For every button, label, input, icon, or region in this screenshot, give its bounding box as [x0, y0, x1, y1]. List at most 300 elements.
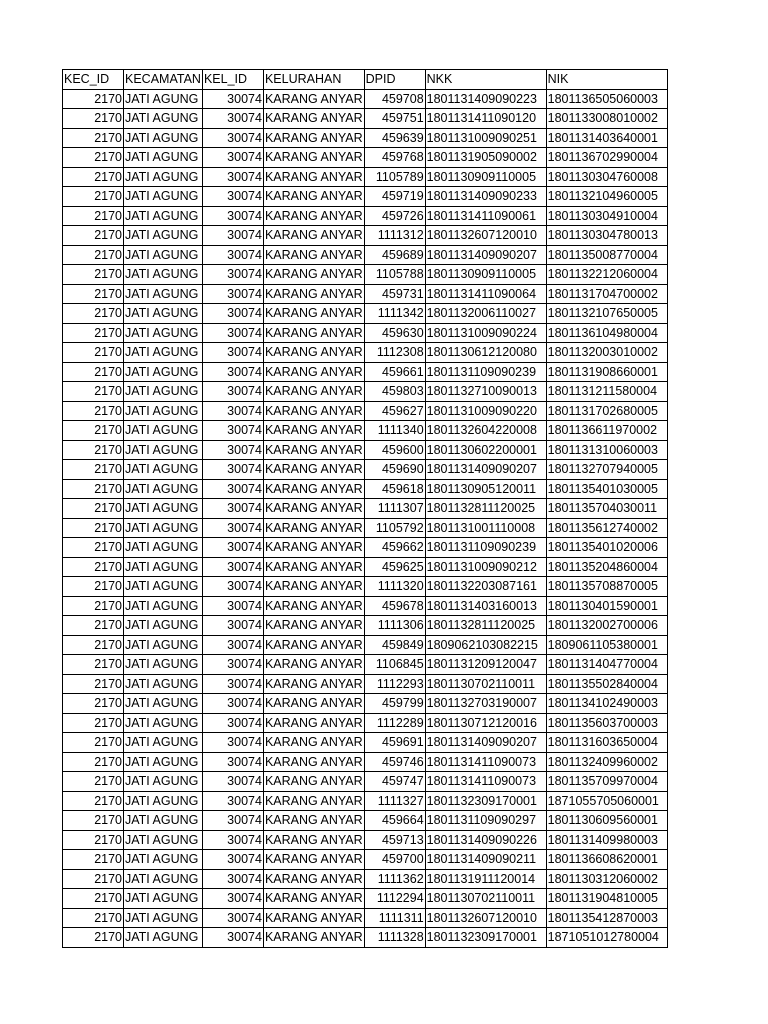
- cell-nkk: 1801131409090226: [425, 830, 546, 850]
- cell-nik: 1801131702680005: [546, 401, 667, 421]
- cell-nik: 1801131603650004: [546, 733, 667, 753]
- cell-nik: 1801132002700006: [546, 616, 667, 636]
- cell-nkk: 1801131009090251: [425, 128, 546, 148]
- header-kec-id: KEC_ID: [63, 70, 124, 90]
- table-body: [63, 89, 668, 947]
- cell-nik: 1801130609560001: [546, 811, 667, 831]
- cell-nik: 1801131211580004: [546, 382, 667, 402]
- cell-kelurahan: KARANG ANYAR: [263, 635, 364, 655]
- cell-kelurahan: KARANG ANYAR: [263, 109, 364, 129]
- cell-nkk: 1801131411090120: [425, 109, 546, 129]
- cell-kecamatan: JATI AGUNG: [124, 401, 203, 421]
- cell-kecamatan: JATI AGUNG: [124, 284, 203, 304]
- cell-nik: 1801131310060003: [546, 440, 667, 460]
- cell-dpid: 459849: [364, 635, 425, 655]
- cell-kecamatan: JATI AGUNG: [124, 674, 203, 694]
- cell-kelurahan: KARANG ANYAR: [263, 713, 364, 733]
- cell-dpid: 459691: [364, 733, 425, 753]
- cell-dpid: 459689: [364, 245, 425, 265]
- cell-kel-id: 30074: [202, 167, 263, 187]
- cell-nkk: 1801130602200001: [425, 440, 546, 460]
- cell-kec-id: 2170: [63, 811, 124, 831]
- cell-nik: 1801135502840004: [546, 674, 667, 694]
- cell-kel-id: 30074: [202, 245, 263, 265]
- cell-kecamatan: JATI AGUNG: [124, 889, 203, 909]
- table-row: [63, 869, 668, 889]
- cell-kec-id: 2170: [63, 109, 124, 129]
- cell-dpid: 459664: [364, 811, 425, 831]
- cell-nkk: 1801131001110008: [425, 518, 546, 538]
- cell-kecamatan: JATI AGUNG: [124, 928, 203, 948]
- cell-dpid: 459799: [364, 694, 425, 714]
- cell-dpid: 459746: [364, 752, 425, 772]
- cell-kec-id: 2170: [63, 928, 124, 948]
- cell-nik: 1801130304760008: [546, 167, 667, 187]
- cell-kec-id: 2170: [63, 674, 124, 694]
- cell-kec-id: 2170: [63, 733, 124, 753]
- cell-kel-id: 30074: [202, 869, 263, 889]
- cell-kel-id: 30074: [202, 323, 263, 343]
- cell-kecamatan: JATI AGUNG: [124, 323, 203, 343]
- cell-kec-id: 2170: [63, 791, 124, 811]
- cell-nik: 1801135401020006: [546, 538, 667, 558]
- cell-kec-id: 2170: [63, 401, 124, 421]
- cell-nik: 1801135401030005: [546, 479, 667, 499]
- cell-kec-id: 2170: [63, 148, 124, 168]
- cell-dpid: 459719: [364, 187, 425, 207]
- table-row: [63, 811, 668, 831]
- cell-nik: 1801130304910004: [546, 206, 667, 226]
- cell-kecamatan: JATI AGUNG: [124, 869, 203, 889]
- cell-nik: 1871051012780004: [546, 928, 667, 948]
- cell-nik: 1801131404770004: [546, 655, 667, 675]
- cell-kel-id: 30074: [202, 226, 263, 246]
- cell-kecamatan: JATI AGUNG: [124, 518, 203, 538]
- cell-nik: 1801131403640001: [546, 128, 667, 148]
- cell-kecamatan: JATI AGUNG: [124, 616, 203, 636]
- cell-nkk: 1801131411090061: [425, 206, 546, 226]
- cell-kel-id: 30074: [202, 655, 263, 675]
- cell-nik: 1801135008770004: [546, 245, 667, 265]
- cell-nkk: 1801131409090207: [425, 733, 546, 753]
- cell-kel-id: 30074: [202, 713, 263, 733]
- cell-kec-id: 2170: [63, 440, 124, 460]
- cell-dpid: 459661: [364, 362, 425, 382]
- cell-kec-id: 2170: [63, 557, 124, 577]
- cell-nkk: 1801132309170001: [425, 928, 546, 948]
- cell-kel-id: 30074: [202, 284, 263, 304]
- cell-kecamatan: JATI AGUNG: [124, 167, 203, 187]
- cell-dpid: 459678: [364, 596, 425, 616]
- table-row: [63, 226, 668, 246]
- table-row: [63, 421, 668, 441]
- cell-kec-id: 2170: [63, 362, 124, 382]
- cell-dpid: 1111328: [364, 928, 425, 948]
- cell-kec-id: 2170: [63, 772, 124, 792]
- cell-kel-id: 30074: [202, 616, 263, 636]
- table-row: [63, 518, 668, 538]
- cell-kecamatan: JATI AGUNG: [124, 343, 203, 363]
- cell-nkk: 1801131905090002: [425, 148, 546, 168]
- cell-kecamatan: JATI AGUNG: [124, 752, 203, 772]
- cell-nkk: 1801131109090239: [425, 362, 546, 382]
- cell-kelurahan: KARANG ANYAR: [263, 343, 364, 363]
- cell-kel-id: 30074: [202, 596, 263, 616]
- cell-kel-id: 30074: [202, 538, 263, 558]
- cell-kecamatan: JATI AGUNG: [124, 791, 203, 811]
- cell-kec-id: 2170: [63, 343, 124, 363]
- cell-dpid: 459803: [364, 382, 425, 402]
- cell-kecamatan: JATI AGUNG: [124, 499, 203, 519]
- table-row: [63, 694, 668, 714]
- cell-kecamatan: JATI AGUNG: [124, 811, 203, 831]
- cell-nik: 1801136608620001: [546, 850, 667, 870]
- cell-kecamatan: JATI AGUNG: [124, 577, 203, 597]
- cell-nkk: 1801131209120047: [425, 655, 546, 675]
- cell-nik: 1801133008010002: [546, 109, 667, 129]
- table-row: [63, 733, 668, 753]
- cell-kel-id: 30074: [202, 791, 263, 811]
- cell-kecamatan: JATI AGUNG: [124, 557, 203, 577]
- cell-kelurahan: KARANG ANYAR: [263, 89, 364, 109]
- cell-nkk: 1801131403160013: [425, 596, 546, 616]
- table-row: [63, 109, 668, 129]
- table-row: [63, 460, 668, 480]
- cell-kelurahan: KARANG ANYAR: [263, 830, 364, 850]
- cell-nik: 1801136104980004: [546, 323, 667, 343]
- cell-nik: 1801136611970002: [546, 421, 667, 441]
- table-row: [63, 499, 668, 519]
- cell-kelurahan: KARANG ANYAR: [263, 811, 364, 831]
- table-row: [63, 674, 668, 694]
- cell-kel-id: 30074: [202, 577, 263, 597]
- cell-dpid: 1112293: [364, 674, 425, 694]
- cell-kec-id: 2170: [63, 713, 124, 733]
- cell-nik: 1801131409980003: [546, 830, 667, 850]
- cell-dpid: 459708: [364, 89, 425, 109]
- cell-kel-id: 30074: [202, 479, 263, 499]
- cell-kel-id: 30074: [202, 343, 263, 363]
- cell-dpid: 1111306: [364, 616, 425, 636]
- cell-kel-id: 30074: [202, 109, 263, 129]
- cell-nik: 1801135412870003: [546, 908, 667, 928]
- cell-kecamatan: JATI AGUNG: [124, 128, 203, 148]
- cell-kec-id: 2170: [63, 460, 124, 480]
- cell-kel-id: 30074: [202, 304, 263, 324]
- table-row: [63, 577, 668, 597]
- cell-kelurahan: KARANG ANYAR: [263, 226, 364, 246]
- table-row: [63, 128, 668, 148]
- cell-kelurahan: KARANG ANYAR: [263, 304, 364, 324]
- cell-kec-id: 2170: [63, 479, 124, 499]
- cell-nkk: 1801131109090239: [425, 538, 546, 558]
- cell-kelurahan: KARANG ANYAR: [263, 421, 364, 441]
- cell-kelurahan: KARANG ANYAR: [263, 752, 364, 772]
- cell-dpid: 1111342: [364, 304, 425, 324]
- cell-dpid: 459747: [364, 772, 425, 792]
- table-row: [63, 830, 668, 850]
- table-row: [63, 148, 668, 168]
- header-nkk: NKK: [425, 70, 546, 90]
- cell-kel-id: 30074: [202, 499, 263, 519]
- cell-kel-id: 30074: [202, 128, 263, 148]
- cell-kelurahan: KARANG ANYAR: [263, 128, 364, 148]
- cell-dpid: 1111307: [364, 499, 425, 519]
- cell-kelurahan: KARANG ANYAR: [263, 577, 364, 597]
- cell-nik: 1871055705060001: [546, 791, 667, 811]
- cell-nkk: 1801131411090073: [425, 772, 546, 792]
- cell-kelurahan: KARANG ANYAR: [263, 323, 364, 343]
- cell-kecamatan: JATI AGUNG: [124, 479, 203, 499]
- cell-kecamatan: JATI AGUNG: [124, 362, 203, 382]
- cell-kec-id: 2170: [63, 245, 124, 265]
- cell-kelurahan: KARANG ANYAR: [263, 889, 364, 909]
- table-row: [63, 616, 668, 636]
- table-row: [63, 245, 668, 265]
- table-row: [63, 167, 668, 187]
- table-row: [63, 382, 668, 402]
- table-row: [63, 772, 668, 792]
- cell-nik: 1801136505060003: [546, 89, 667, 109]
- cell-nkk: 1809062103082215: [425, 635, 546, 655]
- cell-kecamatan: JATI AGUNG: [124, 655, 203, 675]
- cell-kec-id: 2170: [63, 889, 124, 909]
- cell-kecamatan: JATI AGUNG: [124, 596, 203, 616]
- cell-kelurahan: KARANG ANYAR: [263, 733, 364, 753]
- cell-kel-id: 30074: [202, 733, 263, 753]
- cell-kelurahan: KARANG ANYAR: [263, 596, 364, 616]
- cell-kec-id: 2170: [63, 187, 124, 207]
- cell-nkk: 1801132811120025: [425, 616, 546, 636]
- cell-dpid: 1111340: [364, 421, 425, 441]
- cell-kel-id: 30074: [202, 557, 263, 577]
- cell-kelurahan: KARANG ANYAR: [263, 850, 364, 870]
- cell-kecamatan: JATI AGUNG: [124, 850, 203, 870]
- cell-kelurahan: KARANG ANYAR: [263, 148, 364, 168]
- cell-kecamatan: JATI AGUNG: [124, 265, 203, 285]
- cell-kec-id: 2170: [63, 265, 124, 285]
- cell-kel-id: 30074: [202, 148, 263, 168]
- cell-dpid: 459627: [364, 401, 425, 421]
- cell-dpid: 459639: [364, 128, 425, 148]
- cell-nkk: 1801131409090207: [425, 460, 546, 480]
- cell-nkk: 1801132710090013: [425, 382, 546, 402]
- cell-nkk: 1801131009090220: [425, 401, 546, 421]
- header-kel-id: KEL_ID: [202, 70, 263, 90]
- table-row: [63, 889, 668, 909]
- cell-nkk: 1801130702110011: [425, 889, 546, 909]
- table-row: [63, 304, 668, 324]
- cell-kelurahan: KARANG ANYAR: [263, 167, 364, 187]
- table-row: [63, 752, 668, 772]
- cell-nkk: 1801131911120014: [425, 869, 546, 889]
- cell-kecamatan: JATI AGUNG: [124, 713, 203, 733]
- cell-dpid: 459690: [364, 460, 425, 480]
- cell-kec-id: 2170: [63, 596, 124, 616]
- cell-kec-id: 2170: [63, 284, 124, 304]
- cell-kecamatan: JATI AGUNG: [124, 635, 203, 655]
- cell-dpid: 1112308: [364, 343, 425, 363]
- cell-nik: 1801135612740002: [546, 518, 667, 538]
- cell-nkk: 1801131109090297: [425, 811, 546, 831]
- cell-kelurahan: KARANG ANYAR: [263, 362, 364, 382]
- cell-kelurahan: KARANG ANYAR: [263, 791, 364, 811]
- table-row: [63, 850, 668, 870]
- cell-kecamatan: JATI AGUNG: [124, 382, 203, 402]
- cell-dpid: 1106845: [364, 655, 425, 675]
- header-row: [63, 70, 668, 90]
- cell-dpid: 459618: [364, 479, 425, 499]
- cell-nkk: 1801130909110005: [425, 167, 546, 187]
- cell-kelurahan: KARANG ANYAR: [263, 440, 364, 460]
- cell-kec-id: 2170: [63, 908, 124, 928]
- cell-kec-id: 2170: [63, 616, 124, 636]
- cell-kec-id: 2170: [63, 635, 124, 655]
- cell-kec-id: 2170: [63, 421, 124, 441]
- cell-kecamatan: JATI AGUNG: [124, 304, 203, 324]
- table-row: [63, 596, 668, 616]
- cell-dpid: 1105789: [364, 167, 425, 187]
- cell-kel-id: 30074: [202, 265, 263, 285]
- cell-kecamatan: JATI AGUNG: [124, 89, 203, 109]
- cell-kecamatan: JATI AGUNG: [124, 421, 203, 441]
- cell-nkk: 1801131411090064: [425, 284, 546, 304]
- cell-nik: 1801132003010002: [546, 343, 667, 363]
- cell-nik: 1801135603700003: [546, 713, 667, 733]
- table-row: [63, 908, 668, 928]
- cell-kecamatan: JATI AGUNG: [124, 206, 203, 226]
- cell-nkk: 1801131409090223: [425, 89, 546, 109]
- cell-kec-id: 2170: [63, 518, 124, 538]
- cell-nik: 1801132707940005: [546, 460, 667, 480]
- table-row: [63, 440, 668, 460]
- cell-dpid: 459751: [364, 109, 425, 129]
- cell-nik: 1801130304780013: [546, 226, 667, 246]
- cell-kel-id: 30074: [202, 889, 263, 909]
- cell-kecamatan: JATI AGUNG: [124, 226, 203, 246]
- table-row: [63, 655, 668, 675]
- cell-kel-id: 30074: [202, 850, 263, 870]
- cell-kecamatan: JATI AGUNG: [124, 148, 203, 168]
- table-row: [63, 557, 668, 577]
- cell-kel-id: 30074: [202, 694, 263, 714]
- cell-kel-id: 30074: [202, 772, 263, 792]
- cell-kelurahan: KARANG ANYAR: [263, 206, 364, 226]
- cell-kelurahan: KARANG ANYAR: [263, 928, 364, 948]
- cell-nik: 1801136702990004: [546, 148, 667, 168]
- cell-nik: 1801130401590001: [546, 596, 667, 616]
- cell-dpid: 459662: [364, 538, 425, 558]
- cell-nik: 1801135204860004: [546, 557, 667, 577]
- cell-kel-id: 30074: [202, 518, 263, 538]
- cell-nkk: 1801131009090212: [425, 557, 546, 577]
- header-dpid: DPID: [364, 70, 425, 90]
- cell-nkk: 1801132607120010: [425, 908, 546, 928]
- cell-kecamatan: JATI AGUNG: [124, 187, 203, 207]
- cell-dpid: 459768: [364, 148, 425, 168]
- cell-nik: 1801132212060004: [546, 265, 667, 285]
- cell-dpid: 1111320: [364, 577, 425, 597]
- header-kelurahan: KELURAHAN: [263, 70, 364, 90]
- cell-kecamatan: JATI AGUNG: [124, 772, 203, 792]
- cell-kec-id: 2170: [63, 382, 124, 402]
- cell-nik: 1801132104960005: [546, 187, 667, 207]
- cell-dpid: 459726: [364, 206, 425, 226]
- cell-kelurahan: KARANG ANYAR: [263, 655, 364, 675]
- cell-kel-id: 30074: [202, 928, 263, 948]
- cell-kel-id: 30074: [202, 830, 263, 850]
- cell-kecamatan: JATI AGUNG: [124, 694, 203, 714]
- header-kecamatan: KECAMATAN: [124, 70, 203, 90]
- cell-nkk: 1801131409090233: [425, 187, 546, 207]
- cell-dpid: 459713: [364, 830, 425, 850]
- cell-kelurahan: KARANG ANYAR: [263, 518, 364, 538]
- cell-dpid: 459731: [364, 284, 425, 304]
- cell-dpid: 1111327: [364, 791, 425, 811]
- cell-kec-id: 2170: [63, 128, 124, 148]
- cell-kelurahan: KARANG ANYAR: [263, 479, 364, 499]
- cell-nik: 1801135709970004: [546, 772, 667, 792]
- cell-kel-id: 30074: [202, 421, 263, 441]
- cell-kec-id: 2170: [63, 304, 124, 324]
- cell-nkk: 1801130909110005: [425, 265, 546, 285]
- cell-kelurahan: KARANG ANYAR: [263, 674, 364, 694]
- cell-kecamatan: JATI AGUNG: [124, 440, 203, 460]
- cell-nkk: 1801132607120010: [425, 226, 546, 246]
- cell-kec-id: 2170: [63, 850, 124, 870]
- cell-dpid: 1105788: [364, 265, 425, 285]
- table-row: [63, 323, 668, 343]
- cell-nkk: 1801132604220008: [425, 421, 546, 441]
- cell-kelurahan: KARANG ANYAR: [263, 187, 364, 207]
- cell-dpid: 1105792: [364, 518, 425, 538]
- cell-kel-id: 30074: [202, 811, 263, 831]
- cell-kel-id: 30074: [202, 674, 263, 694]
- cell-kelurahan: KARANG ANYAR: [263, 265, 364, 285]
- cell-dpid: 1111312: [364, 226, 425, 246]
- cell-dpid: 1112289: [364, 713, 425, 733]
- cell-kel-id: 30074: [202, 401, 263, 421]
- cell-kec-id: 2170: [63, 226, 124, 246]
- cell-kecamatan: JATI AGUNG: [124, 109, 203, 129]
- cell-kec-id: 2170: [63, 206, 124, 226]
- cell-kel-id: 30074: [202, 362, 263, 382]
- cell-kec-id: 2170: [63, 499, 124, 519]
- cell-kec-id: 2170: [63, 89, 124, 109]
- cell-nkk: 1801132703190007: [425, 694, 546, 714]
- cell-nkk: 1801132203087161: [425, 577, 546, 597]
- cell-kelurahan: KARANG ANYAR: [263, 401, 364, 421]
- cell-nik: 1801135704030011: [546, 499, 667, 519]
- cell-kel-id: 30074: [202, 635, 263, 655]
- cell-nkk: 1801130702110011: [425, 674, 546, 694]
- table-row: [63, 791, 668, 811]
- cell-kelurahan: KARANG ANYAR: [263, 694, 364, 714]
- table-row: [63, 89, 668, 109]
- cell-kelurahan: KARANG ANYAR: [263, 460, 364, 480]
- cell-nik: 1801132107650005: [546, 304, 667, 324]
- cell-kelurahan: KARANG ANYAR: [263, 772, 364, 792]
- cell-kec-id: 2170: [63, 655, 124, 675]
- cell-kec-id: 2170: [63, 869, 124, 889]
- cell-kel-id: 30074: [202, 187, 263, 207]
- cell-kelurahan: KARANG ANYAR: [263, 616, 364, 636]
- cell-dpid: 459630: [364, 323, 425, 343]
- cell-kecamatan: JATI AGUNG: [124, 830, 203, 850]
- cell-kel-id: 30074: [202, 908, 263, 928]
- cell-nik: 1801134102490003: [546, 694, 667, 714]
- cell-nik: 1801135708870005: [546, 577, 667, 597]
